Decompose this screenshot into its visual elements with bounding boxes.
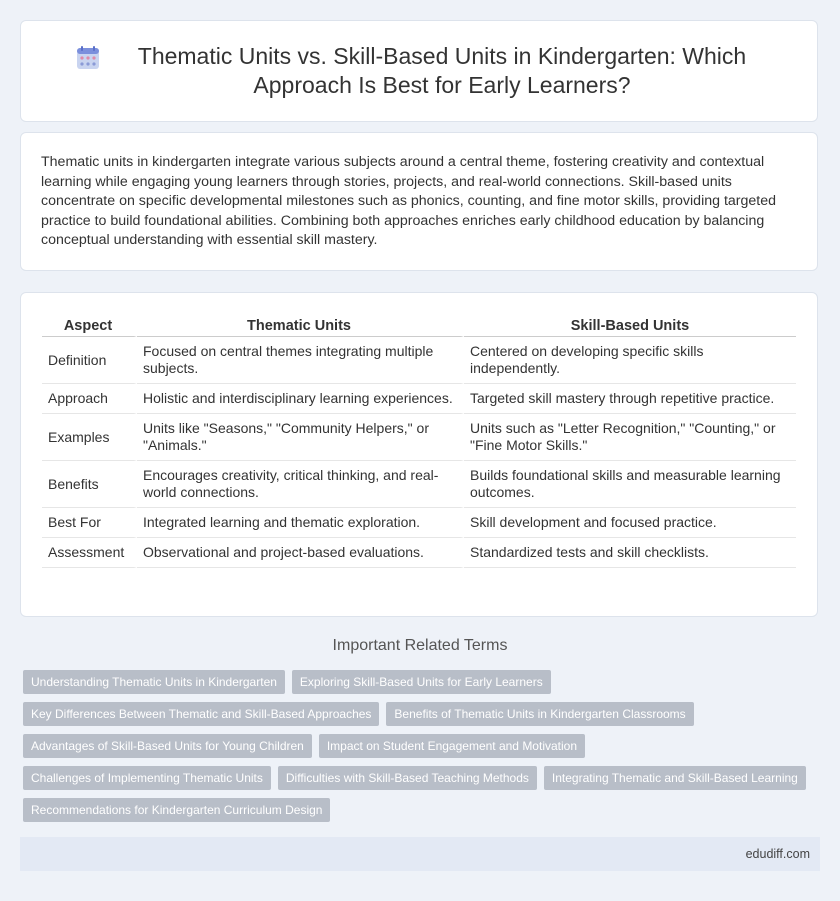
row-skill-based: Builds foundational skills and measurable learning outcomes. [464,461,796,508]
table-row [42,414,796,461]
row-thematic: Encourages creativity, critical thinking, and real-world connections. [137,461,464,508]
table-row [42,384,796,414]
table-row [42,337,796,384]
table-header-row [42,313,796,337]
related-tag[interactable]: Impact on Student Engagement and Motivation [319,734,585,758]
related-tag[interactable]: Challenges of Implementing Thematic Units [23,766,271,790]
footer-site[interactable]: edudiff.com [745,847,810,861]
row-skill-based: Skill development and focused practice. [464,508,796,538]
row-skill-based: Units such as "Letter Recognition," "Counting," or "Fine Motor Skills." [464,414,796,461]
header-aspect: Aspect [42,313,137,337]
header-skill-based: Skill-Based Units [464,313,796,337]
footer [20,837,820,871]
row-skill-based: Standardized tests and skill checklists. [464,538,796,568]
related-tag[interactable]: Advantages of Skill-Based Units for Young Children [23,734,312,758]
related-tag[interactable]: Key Differences Between Thematic and Skill-Based Approaches [23,702,379,726]
related-tag[interactable]: Exploring Skill-Based Units for Early Learners [292,670,551,694]
title-card [20,20,818,122]
row-aspect: Benefits [42,461,137,508]
related-tag[interactable]: Benefits of Thematic Units in Kindergarten Classrooms [386,702,693,726]
row-thematic: Observational and project-based evaluations. [137,538,464,568]
row-thematic: Focused on central themes integrating multiple subjects. [137,337,464,384]
calendar-grid-icon [76,46,100,70]
table-row [42,538,796,568]
comparison-table [42,313,796,568]
comparison-card [20,292,818,617]
row-aspect: Examples [42,414,137,461]
row-aspect: Best For [42,508,137,538]
row-aspect: Approach [42,384,137,414]
related-tag[interactable]: Integrating Thematic and Skill-Based Learning [544,766,806,790]
row-thematic: Units like "Seasons," "Community Helpers," or "Animals." [137,414,464,461]
related-tag[interactable]: Understanding Thematic Units in Kindergarten [23,670,285,694]
related-terms-title: Important Related Terms [332,637,508,654]
related-tags [23,670,823,830]
intro-card [20,132,818,271]
table-row [42,461,796,508]
page-title: Thematic Units vs. Skill-Based Units in Kindergarten: Which Approach Is Best for Early Learners? [137,43,747,98]
row-thematic: Holistic and interdisciplinary learning experiences. [137,384,464,414]
header-thematic: Thematic Units [137,313,464,337]
related-tag[interactable]: Recommendations for Kindergarten Curriculum Design [23,798,330,822]
table-row [42,508,796,538]
row-aspect: Assessment [42,538,137,568]
row-aspect: Definition [42,337,137,384]
related-tag[interactable]: Difficulties with Skill-Based Teaching Methods [278,766,537,790]
row-skill-based: Centered on developing specific skills independently. [464,337,796,384]
row-thematic: Integrated learning and thematic exploration. [137,508,464,538]
intro-text: Thematic units in kindergarten integrate various subjects around a central theme, fostering creativity and contextual learning while engaging young learners through stories, projects, and real-world connections. Skill-based units concentrate on specific developmental milestones such as phonics, counting, and fine motor skills, providing targeted practice to build foundational abilities. Combining both approaches enriches early childhood education by balancing conceptual understanding with essential skill mastery. [41,154,777,248]
row-skill-based: Targeted skill mastery through repetitive practice. [464,384,796,414]
